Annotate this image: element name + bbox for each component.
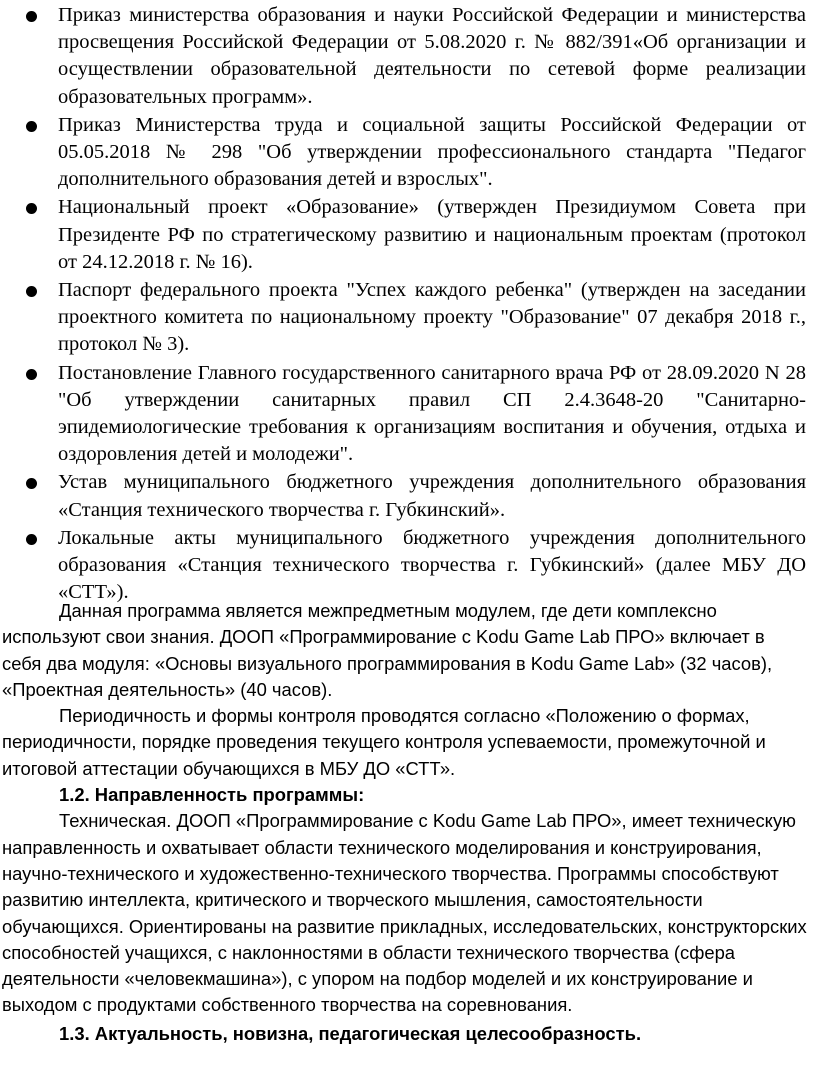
list-item-text: Приказ министерства образования и науки Российской Федерации и министерства просвещения Российской Федерации от 5.08.2020 г. № 882/391«Об организации и осуществлении образовательной деятельности по сетевой форме реализации образовательных программ». xyxy=(58,4,806,108)
list-item-text: Устав муниципального бюджетного учреждения дополнительного образования «Станция технического творчества г. Губкинский». xyxy=(58,471,806,521)
section-heading-relevance: 1.3. Актуальность, новизна, педагогическая целесообразность. xyxy=(59,1022,642,1044)
list-item-text: Национальный проект «Образование» (утвержден Президиумом Совета при Президенте РФ по стратегическому развитию и национальным проектам (протокол от 24.12.2018 г. № 16). xyxy=(58,196,806,273)
list-item xyxy=(20,112,806,194)
list-item xyxy=(20,525,806,607)
list-item-text: Локальные акты муниципального бюджетного учреждения дополнительного образования «Станция технического творчества г. Губкинский» (далее МБУ ДО «СТТ»). xyxy=(58,526,806,604)
list-item xyxy=(20,194,806,276)
bullet-icon xyxy=(26,534,37,545)
assessment-paragraph: Периодичность и формы контроля проводятся согласно «Положению о формах, периодичности, порядке проведения текущего контроля успеваемости, промежуточной и итоговой аттестации обучающихся в МБУ ДО «СТТ». xyxy=(2,705,766,779)
bullet-icon xyxy=(26,11,37,22)
list-item xyxy=(20,360,806,469)
list-item-text: Приказ Министерства труда и социальной защиты Российской Федерации от 05.05.2018 № 298 "Об утверждении профессионального стандарта "Педагог дополнительного образования детей и взрослых". xyxy=(58,113,806,191)
section-heading-orientation: 1.2. Направленность программы: xyxy=(59,784,365,806)
bullet-icon xyxy=(26,286,37,297)
list-item xyxy=(20,469,806,523)
intermodule-paragraph: Данная программа является межпредметным модулем, где дети комплексно используют свои знания. ДООП «Программирование с Kodu Game Lab ПРО» включает в себя два модуля: «Основы визуального программирования в Kodu Game Lab» (32 часов), «Проектная деятельность» (40 часов). xyxy=(2,600,773,700)
program-description xyxy=(2,598,808,1047)
bullet-icon xyxy=(26,203,37,214)
list-item xyxy=(20,2,806,111)
bullet-icon xyxy=(26,478,37,489)
bullet-icon xyxy=(26,369,37,380)
normative-documents-list xyxy=(20,2,806,607)
list-item-text: Постановление Главного государственного санитарного врача РФ от 28.09.2020 N 28 "Об утверждении санитарных правил СП 2.4.3648-20 "Санитарно-эпидемиологические требования к организациям воспитания и обучения, отдыха и оздоровления детей и молодежи". xyxy=(58,361,806,466)
list-item-text: Паспорт федерального проекта "Успех каждого ребенка" (утвержден на заседании проектного комитета по национальному проекту "Образование" 07 декабря 2018 г., протокол № 3). xyxy=(58,279,806,356)
bullet-icon xyxy=(26,121,37,132)
orientation-paragraph: Техническая. ДООП «Программирование с Kodu Game Lab ПРО», имеет техническую направленность и охватывает области технического моделирования и конструирования, научно-технического и художественно-технического творчества. Программы способствуют развитию интеллекта, критического и творческого мышления, самостоятельности обучающихся. Ориентированы на развитие прикладных, исследовательских, конструкторских способностей учащихся, с наклонностями в области технического творчества (сфера деятельности «человекмашина»), с упором на подбор моделей и их конструирование и выходом с продуктами собственного творчества на соревнования. xyxy=(2,810,807,1016)
list-item xyxy=(20,277,806,359)
